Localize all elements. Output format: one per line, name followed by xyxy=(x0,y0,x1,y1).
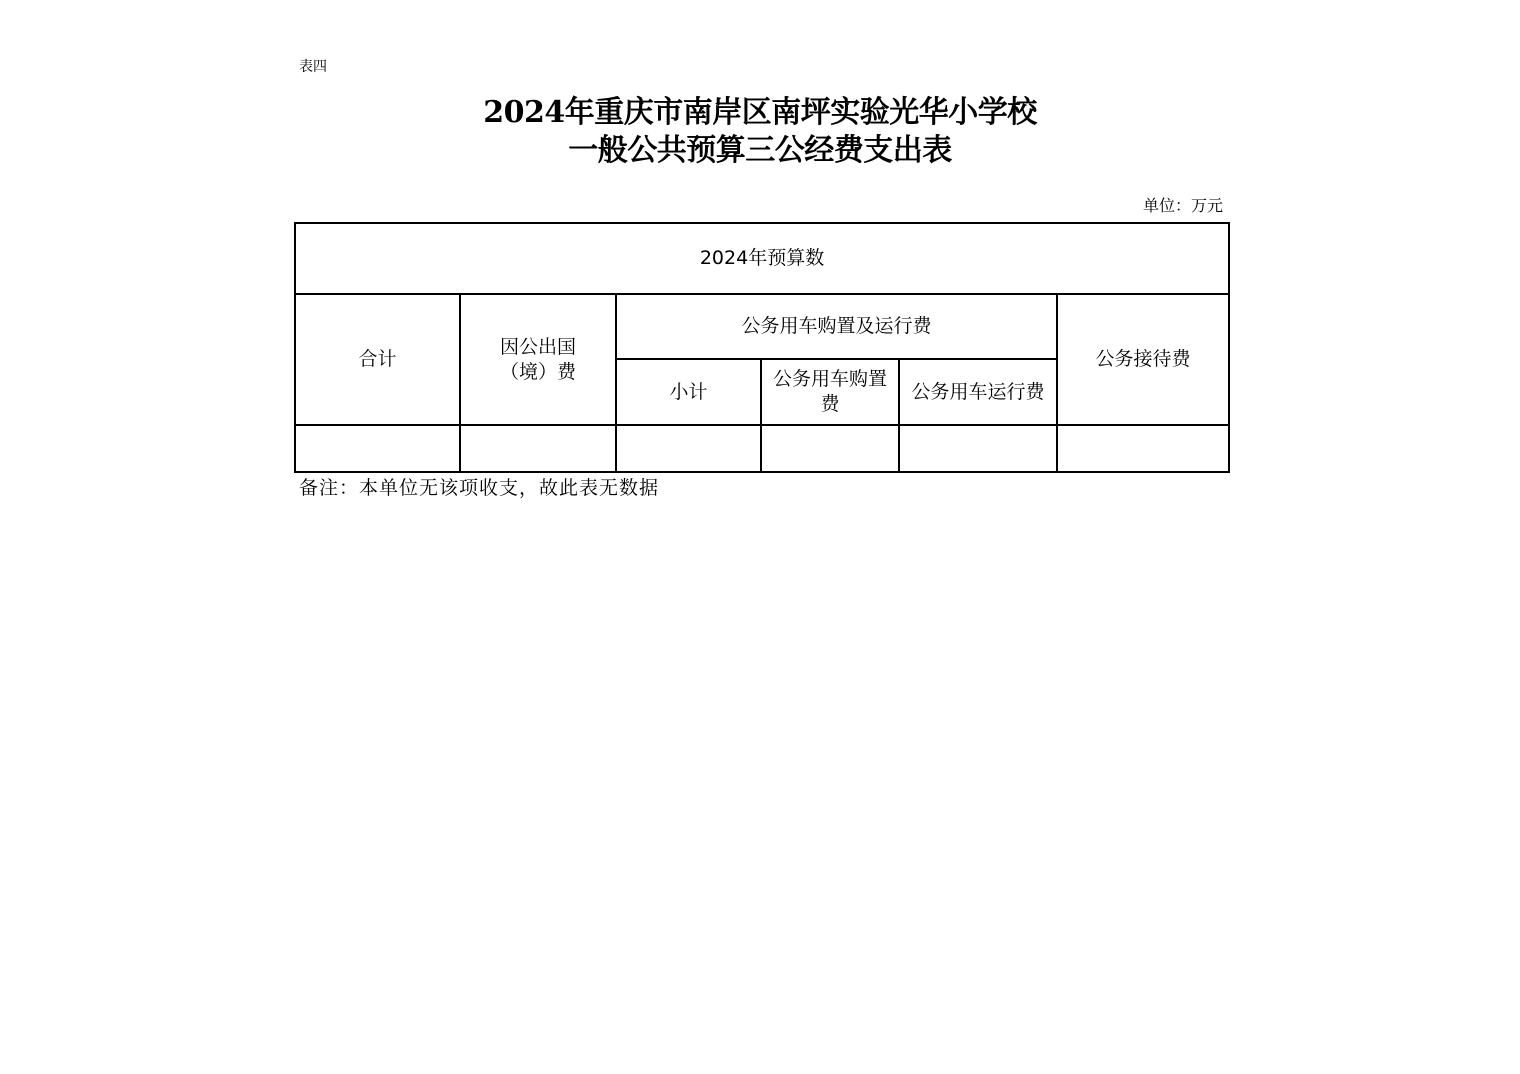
cell-vehicle-operation xyxy=(899,425,1057,472)
header-vehicle-operation: 公务用车运行费 xyxy=(899,359,1057,425)
table-header-row-top xyxy=(295,223,1229,294)
table-number-label: 表四 xyxy=(299,59,327,75)
table-row xyxy=(295,425,1229,472)
page-title-line2: 一般公共预算三公经费支出表 xyxy=(568,133,952,168)
cell-total xyxy=(295,425,460,472)
header-budget-year: 2024年预算数 xyxy=(295,223,1229,294)
header-total: 合计 xyxy=(295,294,460,425)
table-note: 备注：本单位无该项收支，故此表无数据 xyxy=(299,477,660,499)
unit-label: 单位：万元 xyxy=(1142,196,1223,215)
cell-reception xyxy=(1057,425,1229,472)
header-abroad-line1: 因公出国 xyxy=(499,335,576,358)
header-abroad-expense xyxy=(460,294,616,425)
cell-subtotal xyxy=(616,425,761,472)
page-title-line1: 2024年重庆市南岸区南坪实验光华小学校 xyxy=(483,95,1037,130)
budget-table xyxy=(294,222,1230,473)
cell-vehicle-purchase xyxy=(761,425,899,472)
header-abroad-line2: （境）费 xyxy=(499,360,576,383)
header-vehicle-group: 公务用车购置及运行费 xyxy=(616,294,1057,359)
table-header-row-middle xyxy=(295,294,1229,359)
header-reception-expense: 公务接待费 xyxy=(1057,294,1229,425)
header-subtotal: 小计 xyxy=(616,359,761,425)
header-vehicle-purchase: 公务用车购置费 xyxy=(761,359,899,425)
cell-abroad xyxy=(460,425,616,472)
